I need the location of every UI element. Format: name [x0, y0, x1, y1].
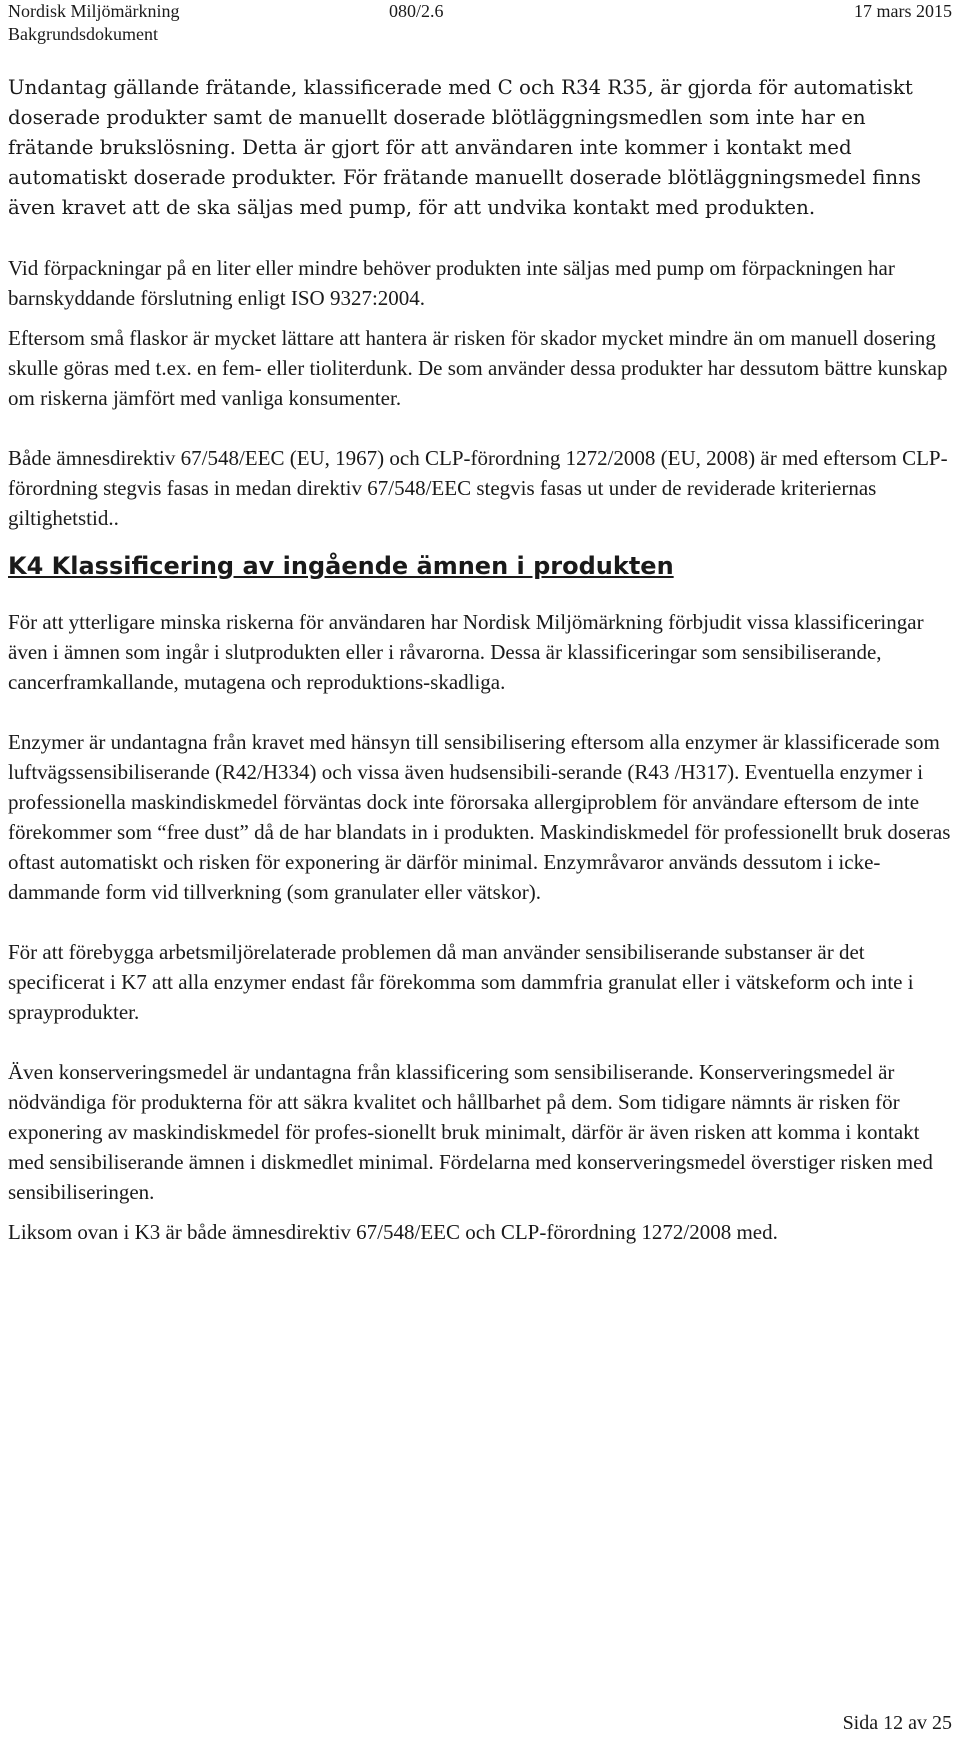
paragraph-enzymes: Enzymer är undantagna från kravet med hänsyn till sensibilisering eftersom alla enzymer är klassificerade som luftvägssensibiliserande (R42/H334) och vissa även hudsensibili-serande (R43 /H317). Eventuella enzymer i professionella maskindiskmedel förväntas dock inte förorsaka allergiproblem för användare eftersom de inte förekommer som “free dust” då de har blandats in i produkten. Maskindiskmedel för professionellt bruk doseras oftast automatiskt och risken för exponering är därför minimal. Enzymråvaror används dessutom i icke-dammande form vid tillverkning (som granulater eller vätskor). — [8, 730, 951, 904]
header-date: 17 mars 2015 — [854, 1, 952, 21]
page-number: Sida 12 av 25 — [842, 1712, 952, 1734]
header-doc-number: 080/2.6 — [389, 1, 444, 21]
document-body — [8, 73, 953, 1247]
paragraph-exemption-corrosive: Undantag gällande frätande, klassificerade med C och R34 R35, är gjorda för automatiskt doserade produkter samt de manuellt doserade blötläggningsmedlen som inte har en frätande brukslösning. Detta är gjort för att användaren inte kommer i kontakt med automatiskt doserade produkter. För frätande manuellt doserade blötläggningsmedel finns även kravet att de ska säljas med pump, för att undvika kontakt med produkten. — [8, 76, 922, 219]
paragraph-preservatives: Även konserveringsmedel är undantagna från klassificering som sensibiliserande. Konserveringsmedel är nödvändiga för produkterna för att säkra kvalitet och hållbarhet på dem. Som tidigare nämnts är risken för exponering av maskindiskmedel för profes-sionellt bruk minimalt, därför är även risken att komma i kontakt med sensibiliserande ämnen i diskmedlet minimal. Fördelarna med konserveringsmedel överstiger risken med sensibiliseringen. — [8, 1060, 933, 1204]
section-heading-k4: K4 Klassificering av ingående ämnen i produkten — [8, 552, 674, 580]
header-doc-type: Bakgrundsdokument — [8, 24, 158, 44]
paragraph-packaging: Vid förpackningar på en liter eller mindre behöver produkten inte säljas med pump om förpackningen har barnskyddande förslutning enligt ISO 9327:2004. — [8, 256, 895, 310]
paragraph-classifications: För att ytterligare minska riskerna för användaren har Nordisk Miljömärkning förbjudit vissa klassificeringar även i ämnen som ingår i slutprodukten eller i råvarorna. Dessa är klassificeringar som sensibiliserande, cancerframkallande, mutagena och reproduktions-skadliga. — [8, 610, 924, 694]
paragraph-directive: Både ämnesdirektiv 67/548/EEC (EU, 1967) och CLP-förordning 1272/2008 (EU, 2008) är med eftersom CLP-förordning stegvis fasas in medan direktiv 67/548/EEC stegvis fasas ut under de reviderade kriteriernas giltighetstid.. — [8, 446, 948, 530]
paragraph-small-bottles: Eftersom små flaskor är mycket lättare att hantera är risken för skador mycket mindre än om manuell dosering skulle göras med t.ex. en fem- eller tioliterdunk. De som använder dessa produkter har dessutom bättre kunskap om riskerna jämfört med vanliga konsumenter. — [8, 326, 948, 410]
header-org: Nordisk Miljömärkning — [8, 1, 180, 21]
paragraph-k3-reference: Liksom ovan i K3 är både ämnesdirektiv 67/548/EEC och CLP-förordning 1272/2008 med. — [8, 1220, 778, 1244]
paragraph-work-environment: För att förebygga arbetsmiljörelaterade problemen då man använder sensibiliserande substanser är det specificerat i K7 att alla enzymer endast får förekomma som dammfria granulat eller i vätskeform och inte i sprayprodukter. — [8, 940, 914, 1024]
